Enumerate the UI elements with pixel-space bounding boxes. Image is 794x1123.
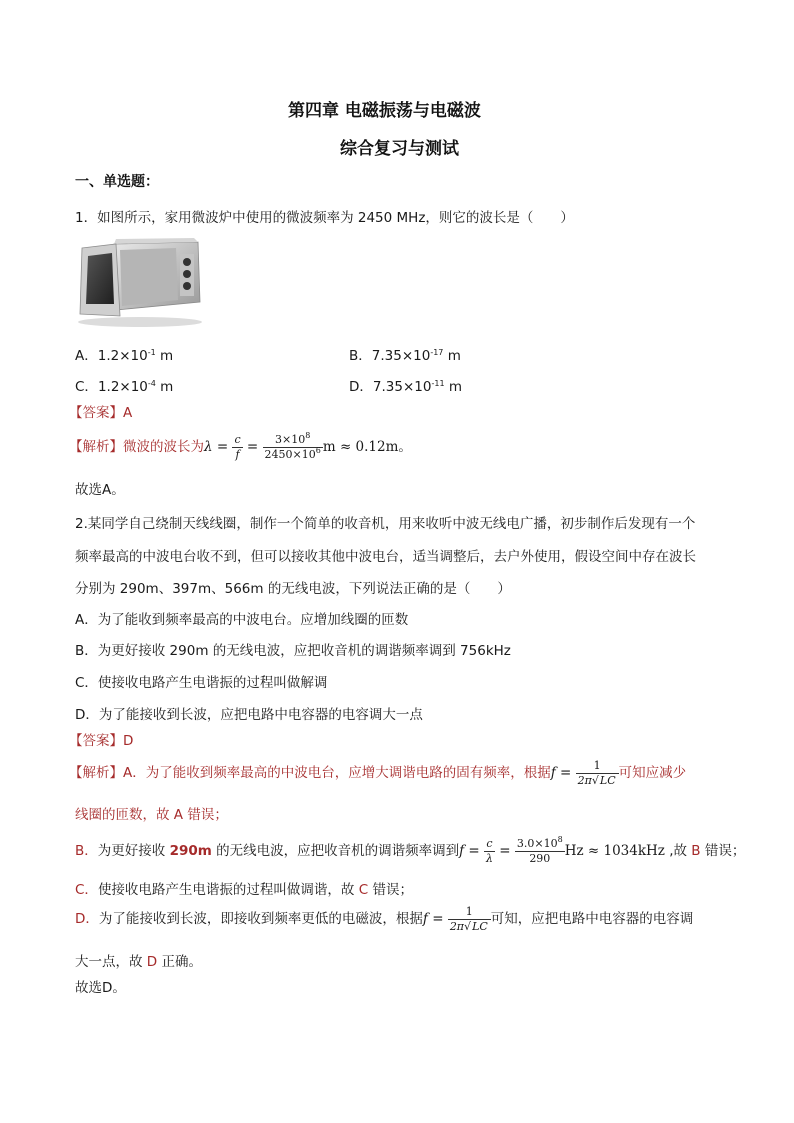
q2-answer: 【答案】D xyxy=(69,733,134,749)
q1-conclusion: 故选A。 xyxy=(75,482,125,498)
q2-analysis-b: B．为更好接收 290m 的无线电波，应把收音机的调谐频率调到f = $\frac{c}{\lambda}$ = $\frac{3.0\times 10^8}{290}$ Hz ≈ 1034kHz ,故 B 错误； xyxy=(75,834,746,865)
question-2-stem-line-2: 频率最高的中波电台收不到，但可以接收其他中波电台，适当调整后，去户外使用，假设空间中存在波长 xyxy=(75,549,696,565)
q1-option-b: B．$7.35\times 10^{-17}$ m xyxy=(349,348,461,364)
microwave-oven-image xyxy=(76,236,204,328)
q1-fraction-c-over-f: $\frac{c}{f}$ xyxy=(234,432,241,461)
q2-option-a: A．为了能收到频率最高的中波电台。应增加线圈的匝数 xyxy=(75,612,409,628)
q1-option-c: C．$1.2\times 10^{-4}$ m xyxy=(75,379,174,395)
question-2-stem-line-1: 2.某同学自己绕制天线线圈，制作一个简单的收音机，用来收听中波无线电广播，初步制作后发现有一个 xyxy=(75,516,696,532)
q2-option-b: B．为更好接收 290m 的无线电波，应把收音机的调谐频率调到 756kHz xyxy=(75,643,511,659)
q1-option-a: A．$1.2\times 10^{-1}$ m xyxy=(75,348,174,364)
q2-analysis-d: D．为了能接收到长波，即接收到频率更低的电磁波，根据f = $\frac{1}{2\pi√LC}$ 可知，应把电路中电容器的电容调 xyxy=(75,904,694,933)
q2-analysis-a-line-2: 线圈的匝数，故 A 错误； xyxy=(75,807,228,823)
q1-analysis: 【解析】微波的波长为λ = $\frac{c}{f}$ = $\frac{3\times 10^8}{2450\times 10^6}$ m ≈ 0.12m。 xyxy=(69,430,412,461)
q1-option-d: D．$7.35\times 10^{-11}$ m xyxy=(349,379,462,395)
q2-formula-resonance-d: $\frac{1}{2\pi√LC}$ xyxy=(448,905,491,934)
question-2-stem-line-3: 分别为 290m、397m、566m 的无线电波，下列说法正确的是（ ） xyxy=(75,581,511,597)
q2-formula-resonance-a: $\frac{1}{2\pi√LC}$ xyxy=(576,759,619,788)
q1-fraction-values: $\frac{3\times 10^8}{2450\times 10^6}$ xyxy=(264,430,321,461)
chapter-title: 第四章 电磁振荡与电磁波 xyxy=(288,101,481,121)
q1-answer: 【答案】A xyxy=(69,405,133,421)
section-heading: 一、单选题： xyxy=(75,174,159,190)
q2-fraction-values: $\frac{3.0\times 10^8}{290}$ xyxy=(516,834,563,865)
q2-option-d: D．为了能接收到长波，应把电路中电容器的电容调大一点 xyxy=(75,707,423,723)
question-1-stem: 1．如图所示，家用微波炉中使用的微波频率为 2450 MHz，则它的波长是（ ） xyxy=(75,210,574,226)
q2-analysis-d-line-2: 大一点，故 D 正确。 xyxy=(75,954,202,970)
chapter-subtitle: 综合复习与测试 xyxy=(340,139,459,159)
q2-analysis-a: 【解析】A．为了能收到频率最高的中波电台，应增大调谐电路的固有频率，根据f = $\frac{1}{2\pi√LC}$ 可知应减少 xyxy=(69,758,687,787)
q2-conclusion: 故选D。 xyxy=(75,980,126,996)
q2-option-c: C．使接收电路产生电谐振的过程叫做解调 xyxy=(75,675,328,691)
q2-fraction-c-over-lambda: $\frac{c}{\lambda}$ xyxy=(486,836,493,865)
q2-analysis-c: C．使接收电路产生电谐振的过程叫做调谐，故 C 错误； xyxy=(75,882,413,898)
